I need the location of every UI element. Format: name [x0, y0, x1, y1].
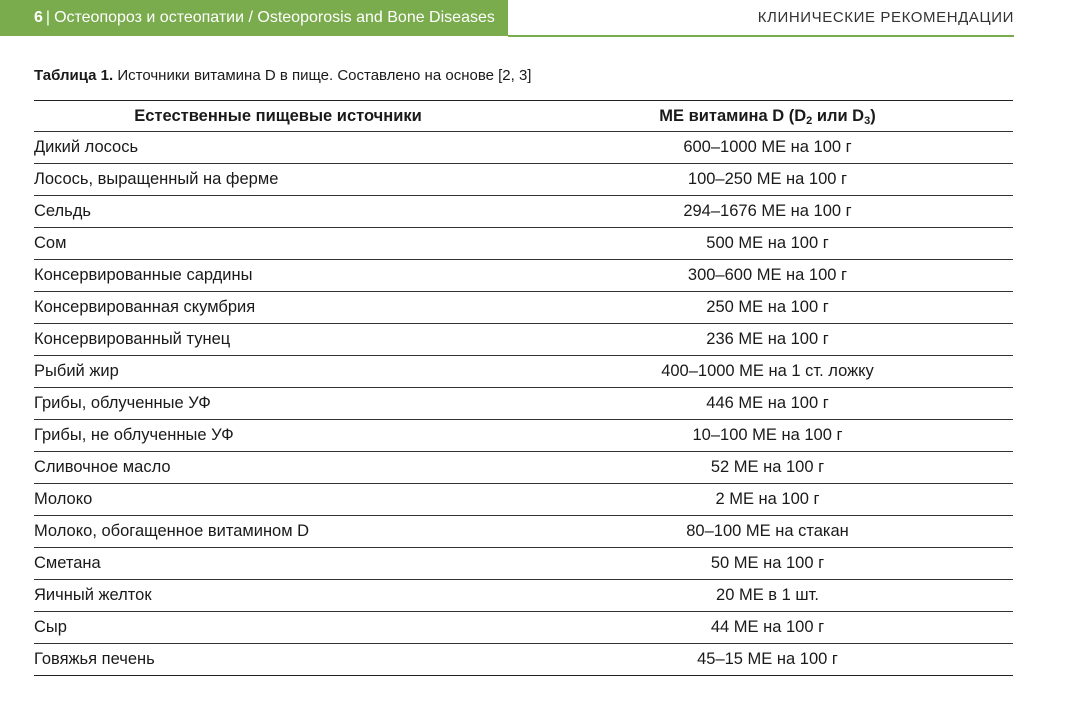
header-band: [0, 0, 508, 36]
vitamin-d-value-cell: 500 МЕ на 100 г: [522, 228, 1013, 260]
table-row: [34, 260, 1013, 292]
vitamin-d-value-cell: 236 МЕ на 100 г: [522, 324, 1013, 356]
table-row: [34, 516, 1013, 548]
table-row: [34, 452, 1013, 484]
table-row: [34, 292, 1013, 324]
table-row: [34, 388, 1013, 420]
page-header: [0, 0, 1014, 37]
table-row: [34, 228, 1013, 260]
food-source-cell: Сом: [34, 228, 522, 260]
table-row: [34, 484, 1013, 516]
table-row: [34, 132, 1013, 164]
table-row: [34, 356, 1013, 388]
table-row: [34, 644, 1013, 676]
column-header-value-sub-2: 3: [864, 114, 871, 127]
vitamin-d-value-cell: 20 МЕ в 1 шт.: [522, 580, 1013, 612]
food-source-cell: Сельдь: [34, 196, 522, 228]
vitamin-d-value-cell: 10–100 МЕ на 100 г: [522, 420, 1013, 452]
table-caption: [34, 67, 531, 84]
column-header-value-suffix: ): [870, 106, 876, 125]
vitamin-d-value-cell: 50 МЕ на 100 г: [522, 548, 1013, 580]
header-separator: |: [45, 9, 51, 26]
food-source-cell: Сыр: [34, 612, 522, 644]
table-caption-label: Таблица 1.: [34, 67, 114, 84]
header-rule: [508, 35, 1014, 37]
vitamin-d-value-cell: 300–600 МЕ на 100 г: [522, 260, 1013, 292]
vitamin-d-value-cell: 80–100 МЕ на стакан: [522, 516, 1013, 548]
food-source-cell: Грибы, облученные УФ: [34, 388, 522, 420]
vitamin-d-value-cell: 294–1676 МЕ на 100 г: [522, 196, 1013, 228]
vitamin-d-value-cell: 44 МЕ на 100 г: [522, 612, 1013, 644]
food-source-cell: Консервированные сардины: [34, 260, 522, 292]
food-source-cell: Яичный желток: [34, 580, 522, 612]
food-source-cell: Рыбий жир: [34, 356, 522, 388]
table-row: [34, 580, 1013, 612]
food-source-cell: Лосось, выращенный на ферме: [34, 164, 522, 196]
vitamin-d-value-cell: 45–15 МЕ на 100 г: [522, 644, 1013, 676]
table-row: [34, 548, 1013, 580]
vitamin-d-value-cell: 2 МЕ на 100 г: [522, 484, 1013, 516]
vitamin-d-value-cell: 600–1000 МЕ на 100 г: [522, 132, 1013, 164]
food-source-cell: Молоко: [34, 484, 522, 516]
food-source-cell: Грибы, не облученные УФ: [34, 420, 522, 452]
food-source-cell: Сметана: [34, 548, 522, 580]
table-header-row: [34, 101, 1013, 132]
table-row: [34, 612, 1013, 644]
table-caption-text: Источники витамина D в пище. Составлено на основе [2, 3]: [117, 67, 532, 84]
vitamin-d-value-cell: 400–1000 МЕ на 1 ст. ложку: [522, 356, 1013, 388]
vitamin-d-value-cell: 446 МЕ на 100 г: [522, 388, 1013, 420]
table-row: [34, 420, 1013, 452]
table-row: [34, 324, 1013, 356]
journal-title: Остеопороз и остеопатии / Osteoporosis and Bone Diseases: [54, 9, 495, 26]
section-title: КЛИНИЧЕСКИЕ РЕКОМЕНДАЦИИ: [757, 9, 1014, 26]
vitamin-d-value-cell: 100–250 МЕ на 100 г: [522, 164, 1013, 196]
column-header-value-prefix: МЕ витамина D (D: [659, 106, 807, 125]
table-row: [34, 164, 1013, 196]
food-source-cell: Говяжья печень: [34, 644, 522, 676]
food-source-cell: Молоко, обогащенное витамином D: [34, 516, 522, 548]
food-source-cell: Дикий лосось: [34, 132, 522, 164]
page-number: 6: [34, 9, 43, 26]
column-header-value-sub-1: 2: [806, 114, 813, 127]
table-body: [34, 132, 1013, 676]
food-source-cell: Сливочное масло: [34, 452, 522, 484]
column-header-source: Естественные пищевые источники: [34, 101, 522, 132]
vitamin-d-value-cell: 250 МЕ на 100 г: [522, 292, 1013, 324]
table-row: [34, 196, 1013, 228]
column-header-value-middle: или D: [812, 106, 865, 125]
food-source-cell: Консервированная скумбрия: [34, 292, 522, 324]
food-source-cell: Консервированный тунец: [34, 324, 522, 356]
vitamin-d-table: [34, 100, 1013, 676]
column-header-value: [522, 101, 1013, 132]
vitamin-d-value-cell: 52 МЕ на 100 г: [522, 452, 1013, 484]
